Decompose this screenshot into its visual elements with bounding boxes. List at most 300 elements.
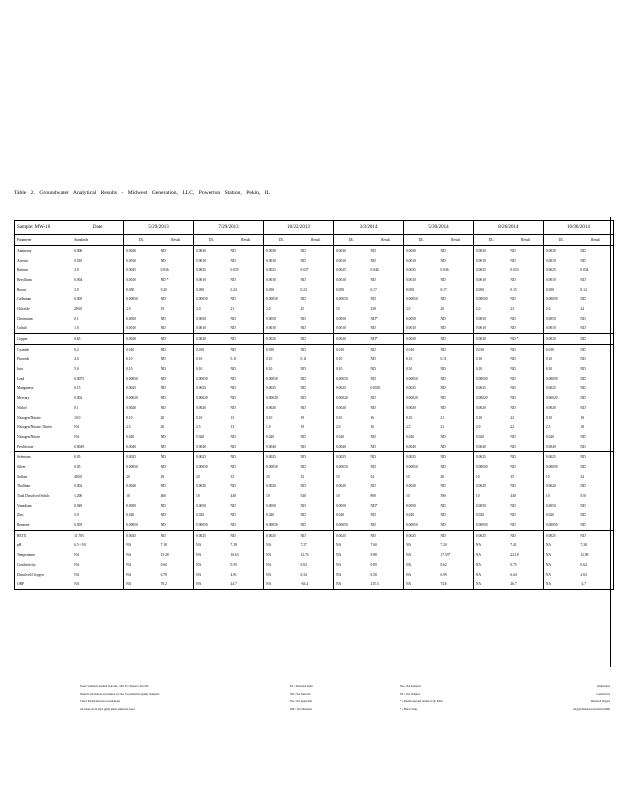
detection-limit: 10 bbox=[543, 472, 578, 482]
result-value: ND bbox=[508, 344, 543, 354]
result-value: 0.0035 bbox=[370, 386, 381, 391]
result-value: ND bbox=[230, 523, 236, 528]
result-value: 7.38 bbox=[578, 541, 613, 551]
detection-limit: NA bbox=[264, 560, 299, 570]
detection-limit: 2.5 bbox=[124, 422, 159, 432]
detection-limit: NA bbox=[124, 570, 159, 580]
detection-limit: 0.00050 bbox=[333, 462, 368, 472]
table-row bbox=[15, 560, 614, 570]
dl-header: DL bbox=[264, 235, 299, 246]
result-value: 0.035 bbox=[230, 268, 239, 273]
parameter-name: Chloride bbox=[15, 304, 73, 314]
detection-limit: 0.00050 bbox=[473, 520, 508, 530]
detection-limit: 0.020 bbox=[403, 511, 438, 521]
result-value: ND bbox=[370, 367, 376, 372]
detection-limit: 0.00050 bbox=[403, 374, 438, 384]
result-header: Result bbox=[508, 235, 543, 246]
detection-limit: 0.010 bbox=[543, 344, 578, 354]
detection-limit: 0.0025 bbox=[543, 384, 578, 394]
result-value: ND bbox=[160, 316, 166, 321]
detection-limit: 0.10 bbox=[473, 355, 508, 365]
result-value: 34 bbox=[578, 472, 613, 482]
table-row bbox=[15, 304, 614, 314]
sample-date: 5/29/2013 bbox=[124, 221, 194, 235]
detection-limit: 10 bbox=[543, 491, 578, 501]
detection-limit: 0.0025 bbox=[473, 384, 508, 394]
detection-limit: 0.00050 bbox=[543, 294, 578, 304]
result-value: 0.23 bbox=[300, 287, 307, 292]
footnote-line bbox=[80, 708, 610, 716]
detection-limit: NA bbox=[403, 570, 438, 580]
standard-value: 400.0 bbox=[74, 474, 83, 479]
result-value: ND bbox=[578, 462, 613, 472]
sample-date: 8/26/2014 bbox=[473, 221, 543, 235]
table-row bbox=[15, 314, 614, 324]
detection-limit: 0.10 bbox=[403, 355, 438, 365]
detection-limit: 0.10 bbox=[333, 364, 368, 374]
detection-limit: 0.020 bbox=[473, 432, 508, 442]
table-row bbox=[15, 294, 614, 304]
result-value: 0.17 bbox=[370, 287, 377, 292]
result-value: 0.036 bbox=[440, 268, 449, 273]
footnote-text: ND = Not Detected bbox=[290, 692, 311, 696]
result-value: ND bbox=[440, 405, 446, 410]
result-value: ND bbox=[299, 530, 334, 540]
detection-limit: 2.0 bbox=[333, 422, 368, 432]
result-value: 7.41 bbox=[510, 543, 517, 548]
result-value: ND bbox=[578, 334, 613, 345]
detection-limit: 0.00050 bbox=[543, 462, 578, 472]
detection-limit: 0.10 bbox=[264, 364, 299, 374]
detection-limit: NA bbox=[403, 579, 438, 589]
detection-limit: 2.0 bbox=[543, 304, 578, 314]
standard-value: NA bbox=[74, 572, 80, 577]
result-value: 34 bbox=[370, 474, 375, 479]
result-value: ND bbox=[578, 364, 613, 374]
detection-limit: 0.0010 bbox=[403, 275, 438, 285]
result-value: -63.4 bbox=[299, 579, 334, 589]
parameter-name: Dissolved Oxygen bbox=[15, 570, 73, 580]
result-value: 0.14 bbox=[578, 285, 613, 295]
result-value: 19 bbox=[300, 415, 305, 420]
detection-limit: 0.00050 bbox=[194, 520, 229, 530]
parameter-name: Barium bbox=[15, 265, 73, 275]
result-value: 7.18 bbox=[230, 543, 237, 548]
detection-limit: 0.00050 bbox=[124, 294, 159, 304]
standard-value: 0.005 bbox=[74, 297, 83, 302]
detection-limit: 0.0025 bbox=[543, 530, 578, 540]
date-label: Date bbox=[72, 221, 123, 235]
standard-value: 0.0049 bbox=[74, 444, 85, 449]
detection-limit: 0.00050 bbox=[194, 374, 229, 384]
result-value: ND bbox=[510, 386, 516, 391]
parameter-name: Nitrogen/Nitrite bbox=[15, 432, 73, 442]
detection-limit: 0.10 bbox=[124, 364, 159, 374]
detection-limit: 0.0010 bbox=[403, 324, 438, 334]
result-value: ND bbox=[160, 434, 166, 439]
result-value: 22 bbox=[510, 415, 514, 420]
detection-limit: NA bbox=[543, 579, 578, 589]
result-value: ND bbox=[438, 530, 473, 540]
detection-limit: 0.10 bbox=[333, 413, 368, 423]
detection-limit: NA bbox=[124, 550, 159, 560]
detection-limit: 0.0025 bbox=[333, 384, 368, 394]
detection-limit: 0.0020 bbox=[333, 334, 368, 345]
detection-limit: 0.0020 bbox=[543, 334, 578, 345]
result-value: 25 bbox=[300, 306, 305, 311]
detection-limit: 0.0020 bbox=[473, 403, 508, 413]
detection-limit: 0.10 bbox=[543, 355, 578, 365]
result-value: ND bbox=[300, 396, 306, 401]
detection-limit: 0.0025 bbox=[333, 265, 368, 275]
result-value: ND bbox=[510, 464, 516, 469]
parameter-name: Arsenic bbox=[15, 256, 73, 266]
result-value: 0.62 bbox=[440, 562, 447, 567]
result-value: ND bbox=[578, 442, 613, 452]
detection-limit: NA bbox=[403, 550, 438, 560]
result-value: ND * bbox=[508, 334, 543, 345]
detection-limit: 0.00050 bbox=[124, 374, 159, 384]
detection-limit: NA bbox=[124, 541, 159, 551]
detection-limit: 0.0050 bbox=[264, 314, 299, 324]
parameter-name: Vanadium bbox=[15, 501, 73, 511]
detection-limit: 0.0040 bbox=[543, 442, 578, 452]
result-value: ND bbox=[300, 248, 306, 253]
result-value: ND bbox=[300, 386, 306, 391]
dl-header: DL bbox=[124, 235, 159, 246]
detection-limit: 0.0030 bbox=[403, 246, 438, 256]
detection-limit: NA bbox=[543, 560, 578, 570]
result-value: ND bbox=[160, 523, 166, 528]
result-value: 6.64 bbox=[510, 572, 517, 577]
detection-limit: 0.0050 bbox=[333, 501, 368, 511]
detection-limit: 0.0020 bbox=[333, 403, 368, 413]
detection-limit: 0.00050 bbox=[333, 520, 368, 530]
detection-limit: 0.020 bbox=[264, 432, 299, 442]
result-value: ND bbox=[230, 248, 236, 253]
parameter-name: Beryllium bbox=[15, 275, 73, 285]
result-value: 33 bbox=[230, 474, 235, 479]
table-row bbox=[15, 472, 614, 482]
footnote-text: NA = Not Applicable bbox=[290, 700, 313, 703]
result-value: ND bbox=[510, 396, 516, 401]
detection-limit: 10 bbox=[333, 304, 368, 314]
result-value: ND bbox=[370, 464, 376, 469]
parameter-name: Fluoride bbox=[15, 355, 73, 365]
detection-limit: 0.0020 bbox=[194, 403, 229, 413]
detection-limit: 0.0010 bbox=[403, 256, 438, 266]
result-value: ND bbox=[510, 444, 516, 449]
detection-limit: 0.010 bbox=[124, 344, 159, 354]
detection-limit: 0.0020 bbox=[543, 482, 578, 492]
result-value: ND bbox=[578, 530, 613, 540]
detection-limit: NA bbox=[333, 570, 368, 580]
detection-limit: 0.020 bbox=[194, 511, 229, 521]
footnote-text: Class I Potable Resource Groundwater bbox=[80, 700, 121, 703]
detection-limit: 0.0030 bbox=[124, 246, 159, 256]
result-value: 4.91 bbox=[230, 572, 237, 577]
footnotes bbox=[80, 685, 610, 715]
table-row bbox=[15, 256, 614, 266]
result-value: 18 bbox=[578, 413, 613, 423]
detection-limit: NA bbox=[403, 560, 438, 570]
detection-limit: 0.0040 bbox=[264, 442, 299, 452]
detection-limit: NA bbox=[194, 550, 229, 560]
detection-limit: 10 bbox=[403, 472, 438, 482]
detection-limit: 2.0 bbox=[473, 304, 508, 314]
footnote-text: Shaded Cells indicate exceedance of Class I Groundwater Quality Standards bbox=[80, 692, 160, 696]
footnote-text: Notes: Standards obtained from IAC, Title 35, Chapter I, Part 620 bbox=[80, 685, 149, 688]
result-value: ND bbox=[578, 520, 613, 530]
result-value: ND bbox=[229, 530, 264, 540]
detection-limit: 0.0030 bbox=[543, 246, 578, 256]
table-row bbox=[15, 403, 614, 413]
result-value: ND bbox=[160, 396, 166, 401]
detection-limit: 0.050 bbox=[543, 285, 578, 295]
detection-limit: 0.10 bbox=[403, 413, 438, 423]
result-value: -2.7 bbox=[578, 579, 613, 589]
detection-limit: 0.00020 bbox=[264, 393, 299, 403]
parameter-name: Thallium bbox=[15, 482, 73, 492]
detection-limit: 0.0030 bbox=[333, 246, 368, 256]
detection-limit: 0.0020 bbox=[543, 403, 578, 413]
detection-limit: 0.0010 bbox=[543, 256, 578, 266]
result-value: ND bbox=[160, 386, 166, 391]
result-value: ND bbox=[300, 367, 306, 372]
detection-limit: 0.050 bbox=[194, 285, 229, 295]
result-value: ND bbox=[230, 326, 236, 331]
result-value: 22.18 bbox=[510, 553, 519, 558]
result-value: 510 bbox=[578, 491, 613, 501]
result-value: ND bbox=[578, 324, 613, 334]
result-value: 0.20 bbox=[160, 287, 167, 292]
parameter-name: Nitrogen/Nitrate bbox=[15, 413, 73, 423]
result-value: ND bbox=[440, 367, 446, 372]
result-value: ND bbox=[160, 357, 166, 362]
table-row bbox=[15, 462, 614, 472]
detection-limit: 0.00050 bbox=[333, 294, 368, 304]
table-row bbox=[15, 520, 614, 530]
detection-limit: 0.0025 bbox=[194, 384, 229, 394]
result-value: 19 bbox=[300, 425, 305, 430]
detection-limit: 2.5 bbox=[403, 422, 438, 432]
detection-limit: 0.0025 bbox=[473, 452, 508, 462]
standard-value: 0.049 bbox=[74, 503, 83, 508]
result-header: Result bbox=[368, 235, 403, 246]
result-value: ND bbox=[160, 326, 166, 331]
result-value: 22 bbox=[510, 425, 514, 430]
parameter-name: BETX bbox=[15, 530, 73, 540]
result-value: ND bbox=[370, 297, 376, 302]
result-value: ND bbox=[230, 513, 236, 518]
detection-limit: 0.0025 bbox=[473, 530, 508, 540]
table-row bbox=[15, 432, 614, 442]
table-row bbox=[15, 579, 614, 589]
result-value: ND bbox=[230, 367, 236, 372]
result-value: ND bbox=[438, 334, 473, 345]
detection-limit: NA bbox=[264, 541, 299, 551]
table-row bbox=[15, 355, 614, 365]
result-value: ND bbox=[578, 294, 613, 304]
detection-limit: 20 bbox=[194, 472, 229, 482]
footnote-line bbox=[80, 693, 610, 701]
detection-limit: 0.0025 bbox=[194, 530, 229, 540]
result-value: ND bbox=[230, 386, 236, 391]
detection-limit: 0.0025 bbox=[403, 530, 438, 540]
result-value: 540 bbox=[300, 494, 306, 499]
detection-limit: 0.0025 bbox=[543, 452, 578, 462]
result-value: ND bbox=[160, 503, 166, 508]
detection-limit: 0.0040 bbox=[124, 442, 159, 452]
detection-limit: NA bbox=[473, 541, 508, 551]
result-value: ND bbox=[510, 248, 516, 253]
result-value: 230 bbox=[370, 306, 376, 311]
standard-value: 0.1 bbox=[74, 316, 79, 321]
result-value: ND bbox=[230, 277, 236, 282]
result-value: 0.11 bbox=[440, 357, 447, 362]
result-value: ND bbox=[230, 444, 236, 449]
detection-limit: NA bbox=[333, 550, 368, 560]
result-value: 215.3 bbox=[368, 579, 403, 589]
parameter-name: Antimony bbox=[15, 246, 73, 256]
result-value: ND bbox=[230, 405, 236, 410]
detection-limit: 0.0050 bbox=[473, 314, 508, 324]
detection-limit: 0.0025 bbox=[264, 452, 299, 462]
detection-limit: 0.0050 bbox=[194, 501, 229, 511]
result-value: 13 bbox=[230, 425, 235, 430]
result-value: ND bbox=[230, 297, 236, 302]
table-row bbox=[15, 384, 614, 394]
detection-limit: 0.0050 bbox=[543, 501, 578, 511]
result-value: ND bbox=[440, 444, 446, 449]
result-value: 21 bbox=[440, 425, 445, 430]
result-value: ND bbox=[370, 396, 376, 401]
result-value: ND bbox=[578, 511, 613, 521]
detection-limit: NA bbox=[194, 541, 229, 551]
result-value: ND bbox=[370, 357, 376, 362]
result-value: ND bbox=[160, 405, 166, 410]
footnote-text: Conductivity bbox=[596, 692, 610, 696]
detection-limit: 0.050 bbox=[124, 285, 159, 295]
parameter-name: pH bbox=[15, 541, 73, 551]
detection-limit: 0.10 bbox=[264, 355, 299, 365]
standard-value: 0.010 bbox=[74, 258, 83, 263]
result-value: ND bbox=[510, 367, 516, 372]
parameter-name: Mercury bbox=[15, 393, 73, 403]
footnote-text: NA = Not Analyzed bbox=[400, 685, 421, 688]
detection-limit: 0.00050 bbox=[543, 520, 578, 530]
detection-limit: 0.0010 bbox=[333, 256, 368, 266]
result-value: ND bbox=[300, 316, 306, 321]
detection-limit: 2.5 bbox=[194, 422, 229, 432]
detection-limit: 0.00050 bbox=[473, 462, 508, 472]
detection-limit: 0.010 bbox=[333, 344, 368, 354]
detection-limit: 0.00050 bbox=[264, 462, 299, 472]
result-value: ND bbox=[578, 432, 613, 442]
detection-limit: 2.5 bbox=[543, 422, 578, 432]
result-value: 440 bbox=[230, 494, 236, 499]
result-value: 7.60 bbox=[370, 543, 377, 548]
result-value: ND bbox=[229, 344, 264, 354]
dl-header: DL bbox=[473, 235, 508, 246]
result-value: ND bbox=[230, 258, 236, 263]
detection-limit: 0.0050 bbox=[333, 314, 368, 324]
result-value: 0.63 bbox=[300, 562, 307, 567]
result-value: ND bbox=[438, 452, 473, 462]
detection-limit: 10 bbox=[473, 472, 508, 482]
detection-limit: 0.0025 bbox=[333, 530, 368, 540]
result-value: 12.74 bbox=[300, 553, 309, 558]
detection-limit: 10 bbox=[473, 491, 508, 501]
result-value: ND * bbox=[160, 277, 169, 282]
standard-value: 0.2 bbox=[72, 344, 123, 354]
result-value: ND bbox=[300, 434, 306, 439]
result-value: 6.99 bbox=[440, 572, 447, 577]
result-value: 0.11 bbox=[230, 357, 237, 362]
detection-limit: 0.020 bbox=[124, 432, 159, 442]
parameter-name: Lead bbox=[15, 374, 73, 384]
result-value: ND bbox=[370, 523, 376, 528]
table-row bbox=[15, 550, 614, 560]
result-value: ND bbox=[510, 484, 516, 489]
detection-limit: 0.020 bbox=[194, 432, 229, 442]
result-value: ND bbox=[370, 484, 376, 489]
parameter-name: Iron bbox=[15, 364, 73, 374]
result-value: ND bbox=[300, 326, 306, 331]
result-value: ND bbox=[160, 513, 166, 518]
detection-limit: 0.0010 bbox=[194, 324, 229, 334]
detection-limit: 0.10 bbox=[473, 413, 508, 423]
result-value: ND bbox=[230, 376, 236, 381]
result-value: ND bbox=[578, 344, 613, 354]
detection-limit: 0.10 bbox=[264, 413, 299, 423]
sample-date: 5/30/2014 bbox=[403, 221, 473, 235]
result-value: ND* bbox=[370, 316, 378, 321]
detection-limit: 0.0030 bbox=[264, 246, 299, 256]
footnote-text: Oxygen Reduction Potential (ORP) bbox=[573, 707, 610, 711]
detection-limit: 0.0025 bbox=[473, 265, 508, 275]
parameter-name: Boron bbox=[15, 285, 73, 295]
standard-value: 0.05 bbox=[72, 452, 123, 462]
result-header: Result bbox=[578, 235, 613, 246]
table-caption: Table 2. Groundwater Analytical Results - Midwest Generation, LLC, Powerton Station, Pekin, IL bbox=[14, 190, 271, 196]
parameter-name: Chromium bbox=[15, 314, 73, 324]
standard-value: 5.0 bbox=[74, 513, 79, 518]
detection-limit: 0.010 bbox=[264, 344, 299, 354]
parameter-name: Sulfate bbox=[15, 472, 73, 482]
result-value: 16 bbox=[370, 415, 375, 420]
result-value: ND bbox=[159, 530, 194, 540]
parameter-name: Nickel bbox=[15, 403, 73, 413]
standard-value: NA bbox=[74, 553, 80, 558]
result-value: ND bbox=[159, 452, 194, 462]
result-value: 0.034 bbox=[578, 265, 613, 275]
detection-limit: 0.10 bbox=[333, 355, 368, 365]
result-value: ND bbox=[370, 277, 376, 282]
detection-limit: 0.0025 bbox=[124, 384, 159, 394]
detection-limit: 0.10 bbox=[473, 364, 508, 374]
detection-limit: 0.0050 bbox=[473, 501, 508, 511]
detection-limit: 0.0050 bbox=[543, 314, 578, 324]
detection-limit: 0.010 bbox=[403, 344, 438, 354]
result-value: 13 bbox=[230, 415, 235, 420]
results-table bbox=[14, 220, 614, 590]
detection-limit: 2.0 bbox=[403, 304, 438, 314]
result-value: ND bbox=[510, 376, 516, 381]
detection-limit: 0.0010 bbox=[473, 256, 508, 266]
result-value: ND bbox=[510, 513, 516, 518]
detection-limit: 10 bbox=[403, 491, 438, 501]
